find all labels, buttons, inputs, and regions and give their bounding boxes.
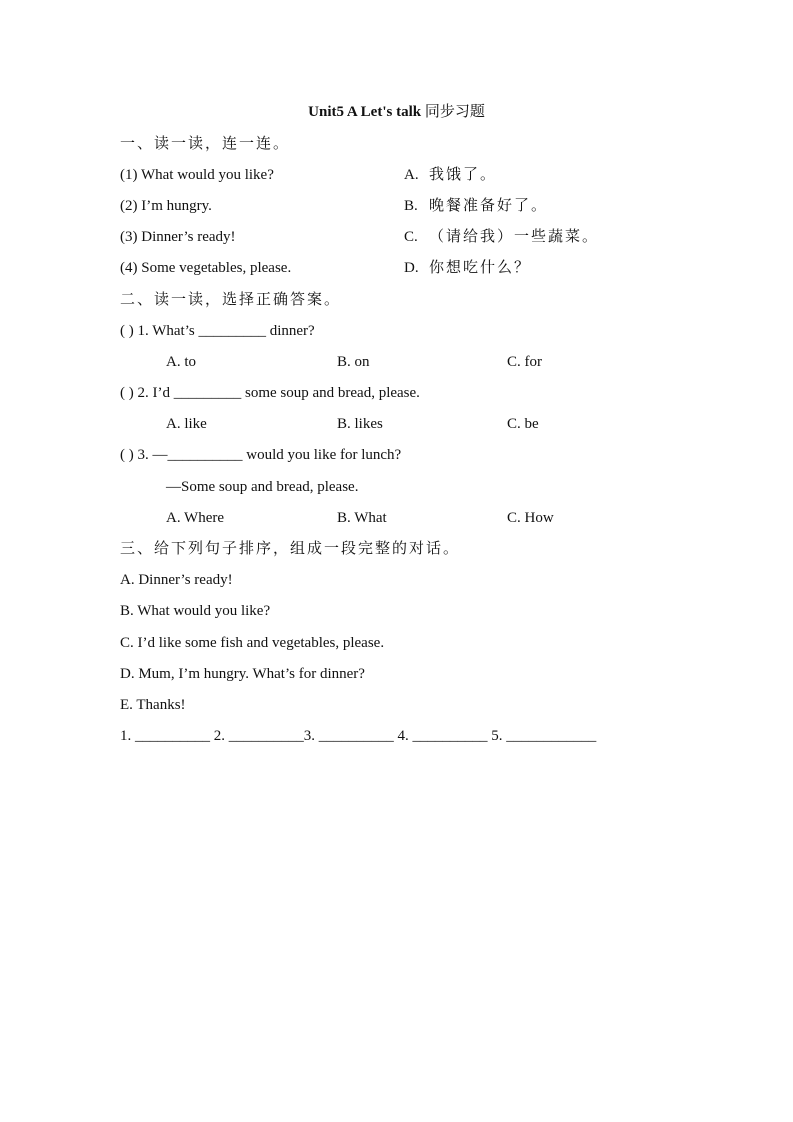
dialogue-sentence: D. Mum, I’m hungry. What’s for dinner?	[120, 666, 365, 682]
page-title	[0, 102, 793, 122]
question-1: ( ) 1. What’s _________ dinner?	[120, 323, 315, 339]
section2-heading: 二、读一读，选择正确答案。	[120, 292, 342, 308]
question-3: ( ) 3. —__________ would you like for lunch?	[120, 447, 402, 463]
section1-heading: 一、读一读，连一连。	[120, 136, 291, 152]
match-right-item	[404, 197, 548, 215]
question-3-option-c: C. How	[507, 510, 554, 526]
question-2-option-b: B. likes	[337, 416, 383, 432]
dialogue-sentence: B. What would you like?	[120, 603, 271, 619]
dialogue-sentence: A. Dinner’s ready!	[120, 572, 233, 588]
question-1-option-a: A. to	[166, 354, 196, 370]
question-3-option-b: B. What	[337, 510, 387, 526]
match-left-item: (1) What would you like?	[120, 167, 274, 183]
match-right-text: （请给我）一些蔬菜。	[429, 229, 600, 245]
match-right-item	[404, 228, 599, 246]
match-right-letter: C.	[404, 229, 418, 245]
match-right-letter: B.	[404, 198, 418, 214]
question-2-option-a: A. like	[166, 416, 207, 432]
question-3-option-a: A. Where	[166, 510, 225, 526]
order-answer-line: 1. __________ 2. __________3. __________ 4. __________ 5. ____________	[120, 728, 597, 744]
match-left-item: (2) I’m hungry.	[120, 198, 212, 214]
question-1-option-c: C. for	[507, 354, 542, 370]
section3-heading: 三、给下列句子排序，组成一段完整的对话。	[120, 541, 461, 557]
match-right-letter: D.	[404, 260, 419, 276]
match-right-text: 你想吃什么？	[429, 260, 532, 276]
title-english: Unit5 A Let's talk	[308, 104, 422, 120]
match-right-text: 晚餐准备好了。	[429, 198, 549, 214]
dialogue-sentence: E. Thanks!	[120, 697, 186, 713]
match-right-letter: A.	[404, 167, 419, 183]
match-left-item: (3) Dinner’s ready!	[120, 229, 236, 245]
question-3-response: —Some soup and bread, please.	[166, 479, 359, 495]
title-chinese: 同步习题	[424, 104, 485, 120]
match-right-item	[404, 166, 497, 184]
match-right-item	[404, 259, 531, 277]
match-left-item: (4) Some vegetables, please.	[120, 260, 292, 276]
question-1-option-b: B. on	[337, 354, 370, 370]
match-right-text: 我饿了。	[429, 167, 498, 183]
question-2-option-c: C. be	[507, 416, 539, 432]
question-2: ( ) 2. I’d _________ some soup and bread, please.	[120, 385, 420, 401]
dialogue-sentence: C. I’d like some fish and vegetables, please.	[120, 635, 385, 651]
